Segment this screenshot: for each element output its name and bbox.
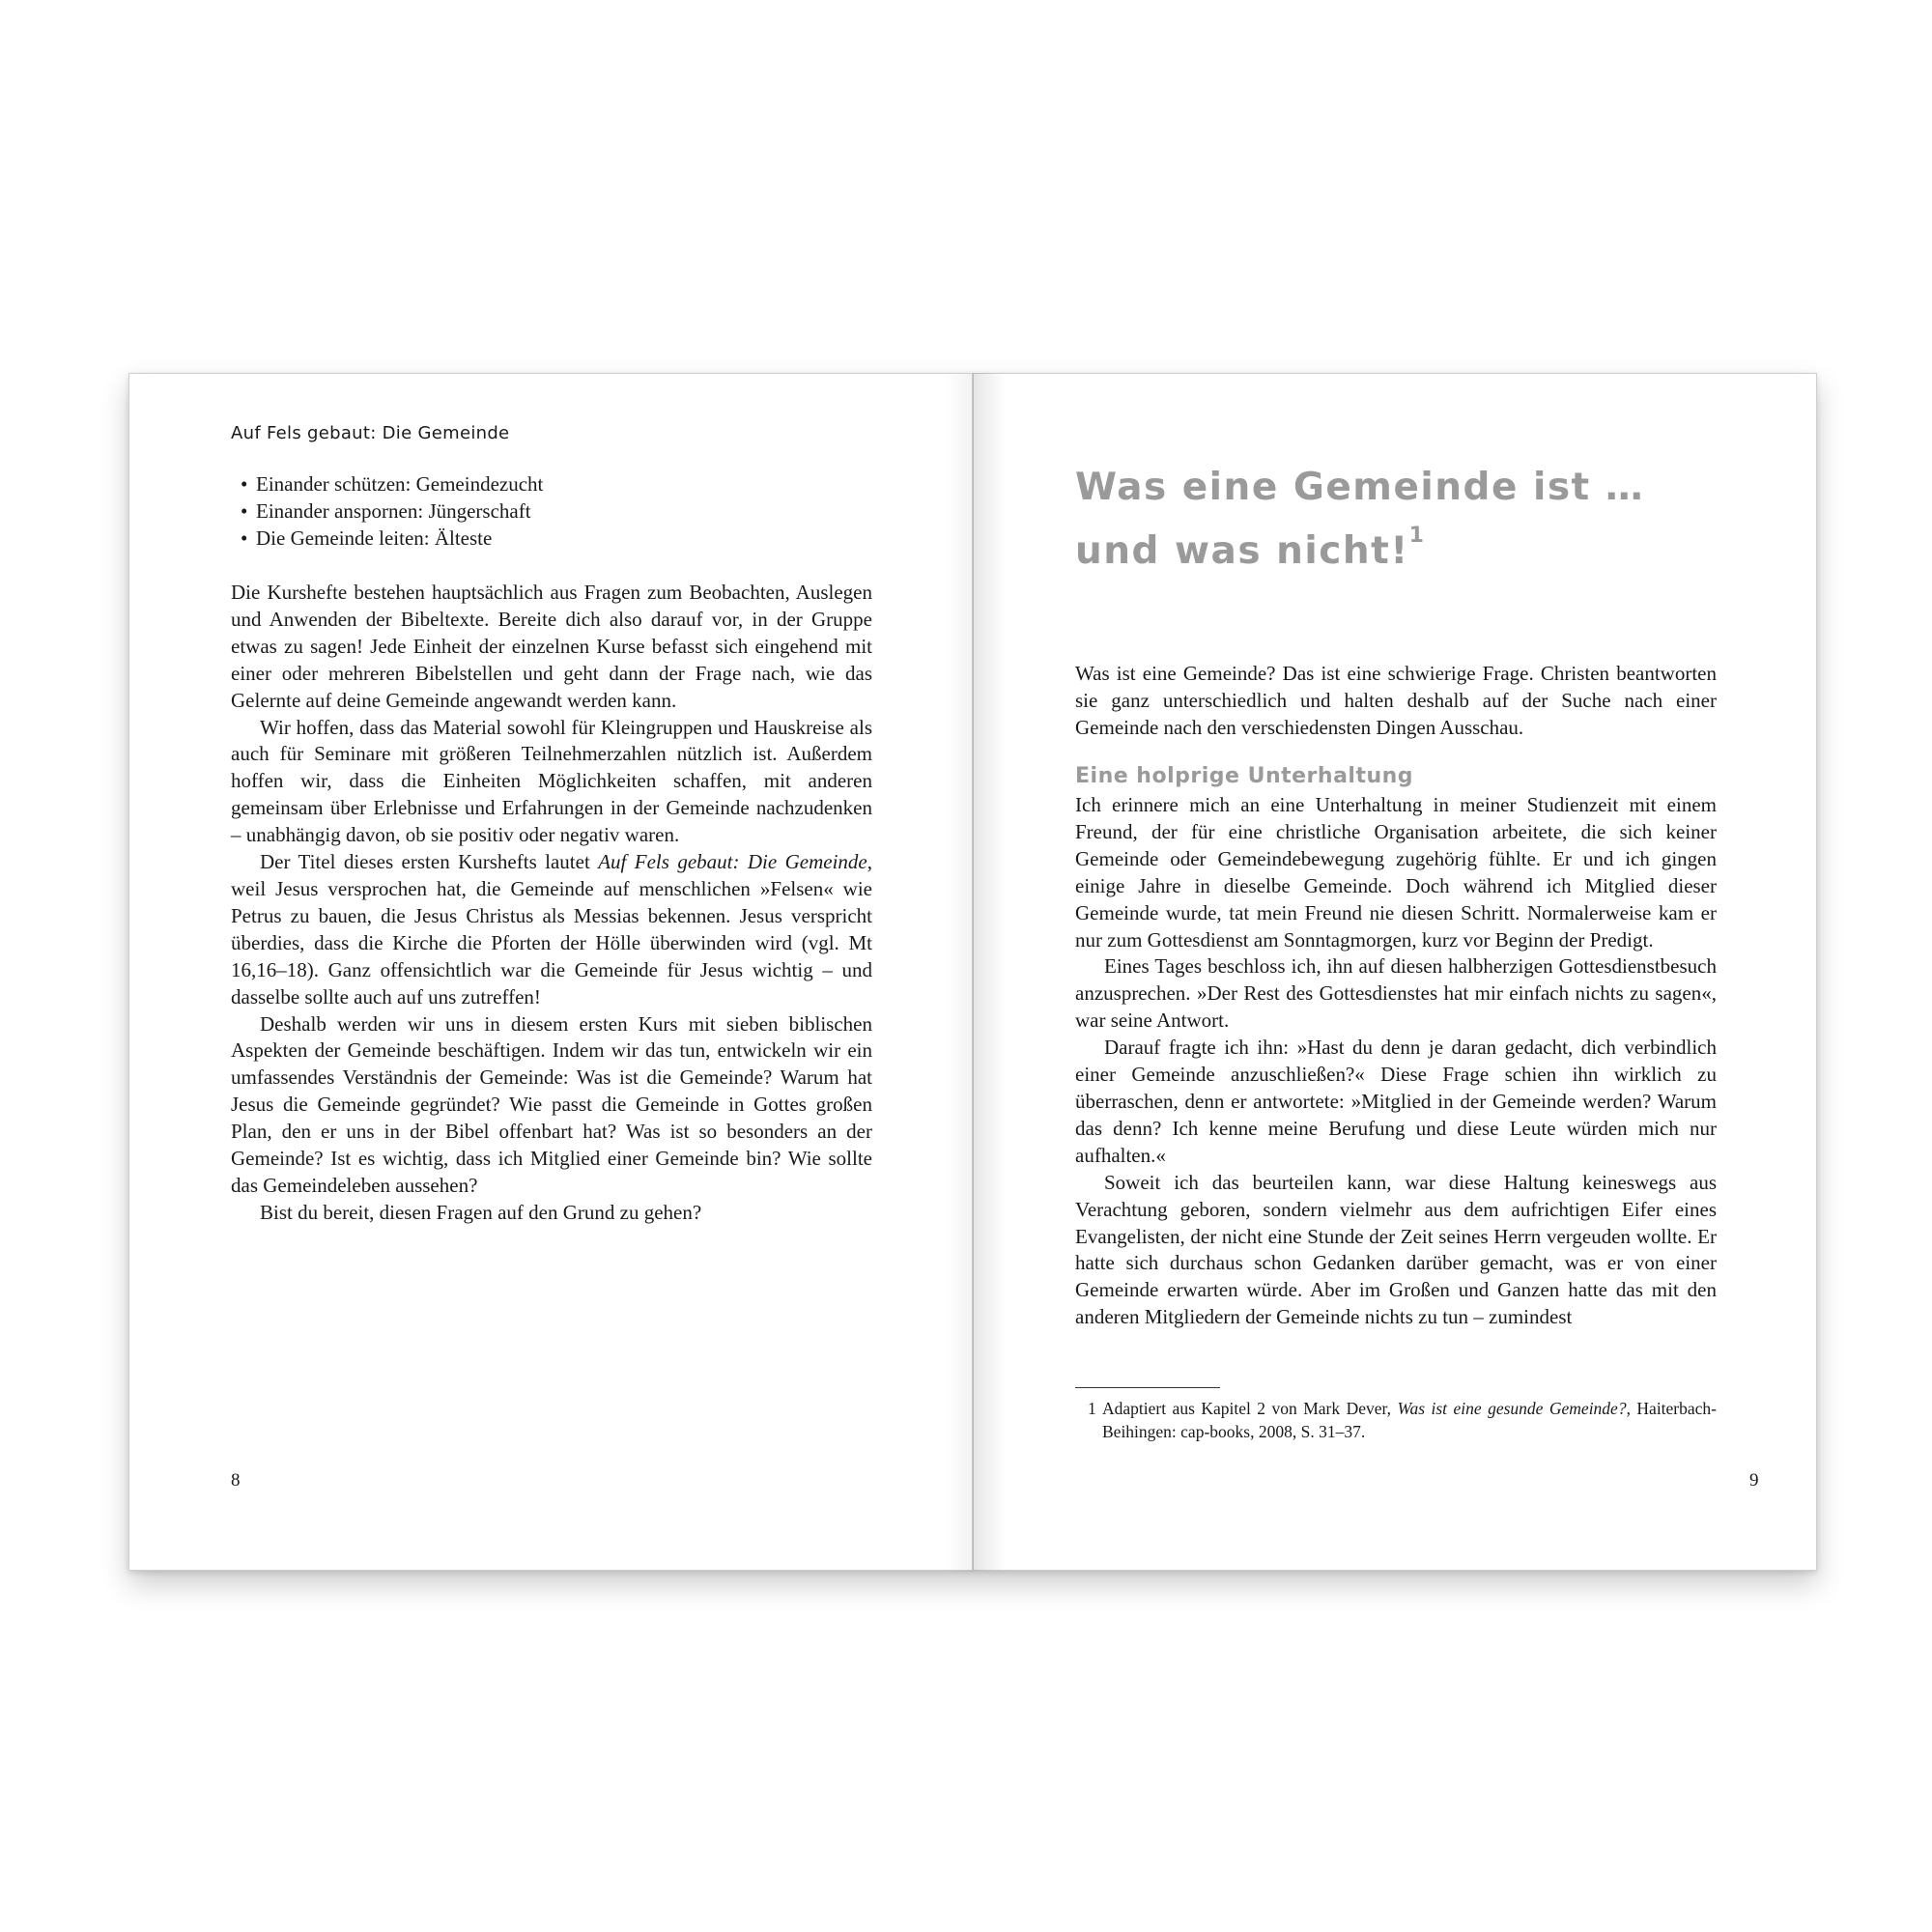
running-header: Auf Fels gebaut: Die Gemeinde	[231, 423, 510, 443]
bullet-item: • Einander anspornen: Jüngerschaft	[231, 497, 810, 525]
paragraph: Was ist eine Gemeinde? Das ist eine schwierige Frage. Christen beantworten sie ganz unterschiedlich und halten deshalb auf der Suche nach einer Gemeinde nach den verschiedensten Dingen Ausschau.	[1075, 662, 1717, 739]
paragraph: Darauf fragte ich ihn: »Hast du denn je daran gedacht, dich verbindlich einer Gemeinde anzuschließen?« Diese Frage schien ihn wirklich zu überraschen, denn er antwortete: »Mitglied in der Gemeinde werden? Warum das denn? Ich kenne meine Berufung und diese Leute würden mich nur aufhalten.«	[1075, 1036, 1717, 1167]
title-line: Was eine Gemeinde ist …	[1075, 466, 1645, 509]
paragraph: Ich erinnere mich an eine Unterhaltung in meiner Studienzeit mit einem Freund, der für eine christliche Organisation arbeitete, die sich keiner Gemeinde oder Gemeindebewegung zugehörig fühlte. Er und ich gingen einige Jahre in dieselbe Gemeinde. Doch während ich Mitglied dieser Gemeinde wurde, tat mein Freund nie diesen Schritt. Normalerweise kam er nur zum Gottesdienst am Sonntagmorgen, kurz vor Beginn der Predigt.	[1075, 793, 1717, 952]
page-number: 8	[231, 1470, 241, 1491]
page-number: 9	[1749, 1470, 1759, 1491]
paragraph: Wir hoffen, dass das Material sowohl für Kleingruppen und Hauskreise als auch für Seminare mit größeren Teilnehmerzahlen nützlich ist. Außerdem hoffen wir, dass die Einheiten Möglichkeiten schaffen, mit anderen gemeinsam über Erlebnisse und Erfahrungen in der Gemeinde nachzudenken – unabhängig davon, ob sie positiv oder negativ waren.	[231, 715, 872, 847]
text-run: Adaptiert aus Kapitel 2 von Mark Dever,	[1102, 1399, 1398, 1418]
bullet-item: • Die Gemeinde leiten: Älteste	[231, 525, 810, 552]
gutter-shadow	[945, 374, 974, 1572]
intro-paragraph	[1075, 661, 1717, 742]
paragraph: Soweit ich das beurteilen kann, war diese Haltung keineswegs aus Verachtung geboren, sondern vielmehr aus dem aufrichtigen Eifer eines Evangelisten, der nicht eine Stunde der Zeit seines Herrn vergeuden wollte. Er hatte sich durchaus schon Gedanken darüber gemacht, was er von einer Gemeinde erwarten würde. Aber im Großen und Ganzen hatte das mit den anderen Mitgliedern der Gemeinde nichts zu tun – zumindest	[1075, 1170, 1717, 1329]
italic-title: Auf Fels gebaut: Die Gemeinde	[598, 850, 867, 874]
chapter-title	[1075, 464, 1655, 576]
footnote-rule	[1075, 1387, 1220, 1388]
paragraph	[231, 849, 872, 1010]
text-run: , weil Jesus versprochen hat, die Gemeinde auf menschlichen »Felsen« wie Petrus zu bauen, die Jesus Christus als Messias bekennen. Jesus verspricht überdies, dass die Kirche die Pforten der Hölle überwinden wird (vgl. Mt 16,16–18). Ganz offensichtlich war die Gemeinde für Jesus wichtig – und dasselbe sollte auch auf uns zutreffen!	[231, 850, 872, 1009]
paragraph: Deshalb werden wir uns in diesem ersten Kurs mit sieben biblischen Aspekten der Gemeinde beschäftigen. Indem wir das tun, entwickeln wir ein umfassendes Verständnis der Gemeinde: Was ist die Gemeinde? Warum hat Jesus die Gemeinde gegründet? Wie passt die Gemeinde in Gottes großen Plan, den er uns in der Bibel offenbart hat? Was ist so besonders an der Gemeinde? Ist es wichtig, dass ich Mitglied einer Gemeinde bin? Wie sollte das Gemeindeleben aussehen?	[231, 1011, 872, 1197]
right-body-text	[1075, 792, 1717, 1331]
footnote	[1088, 1397, 1717, 1443]
footnote-number: 1	[1088, 1399, 1096, 1418]
text-run: Der Titel dieses ersten Kurshefts lautet	[260, 850, 599, 874]
left-page	[128, 373, 973, 1571]
section-heading: Eine holprige Unterhaltung	[1075, 764, 1414, 788]
footnote-marker: 1	[1408, 524, 1424, 548]
title-line	[1075, 512, 1655, 576]
title-text: und was nicht!	[1075, 529, 1409, 573]
paragraph: Bist du bereit, diesen Fragen auf den Grund zu gehen?	[260, 1200, 702, 1224]
left-body-text	[231, 580, 872, 1227]
paragraph: Eines Tages beschloss ich, ihn auf diesen halbherzigen Gottesdienstbesuch anzusprechen. »Der Rest des Gottesdienstes hat mir einfach nichts zu sagen«, war seine Antwort.	[1075, 954, 1717, 1033]
bullet-list	[231, 470, 810, 552]
text-run: , Haiterbach-Beihingen: cap-books, 2008, S. 31–37.	[1102, 1399, 1717, 1441]
paragraph: Die Kurshefte bestehen hauptsächlich aus Fragen zum Beobachten, Auslegen und Anwenden der Bibeltexte. Bereite dich also darauf vor, in der Gruppe etwas zu sagen! Jede Einheit der einzelnen Kurse befasst sich eingehend mit einer oder mehreren Bibelstellen und geht dann der Frage nach, wie das Gelernte auf deine Gemeinde angewandt werden kann.	[231, 581, 872, 712]
italic-book-title: Was ist eine gesunde Gemeinde?	[1397, 1399, 1627, 1418]
bullet-item: • Einander schützen: Gemeindezucht	[231, 470, 810, 497]
